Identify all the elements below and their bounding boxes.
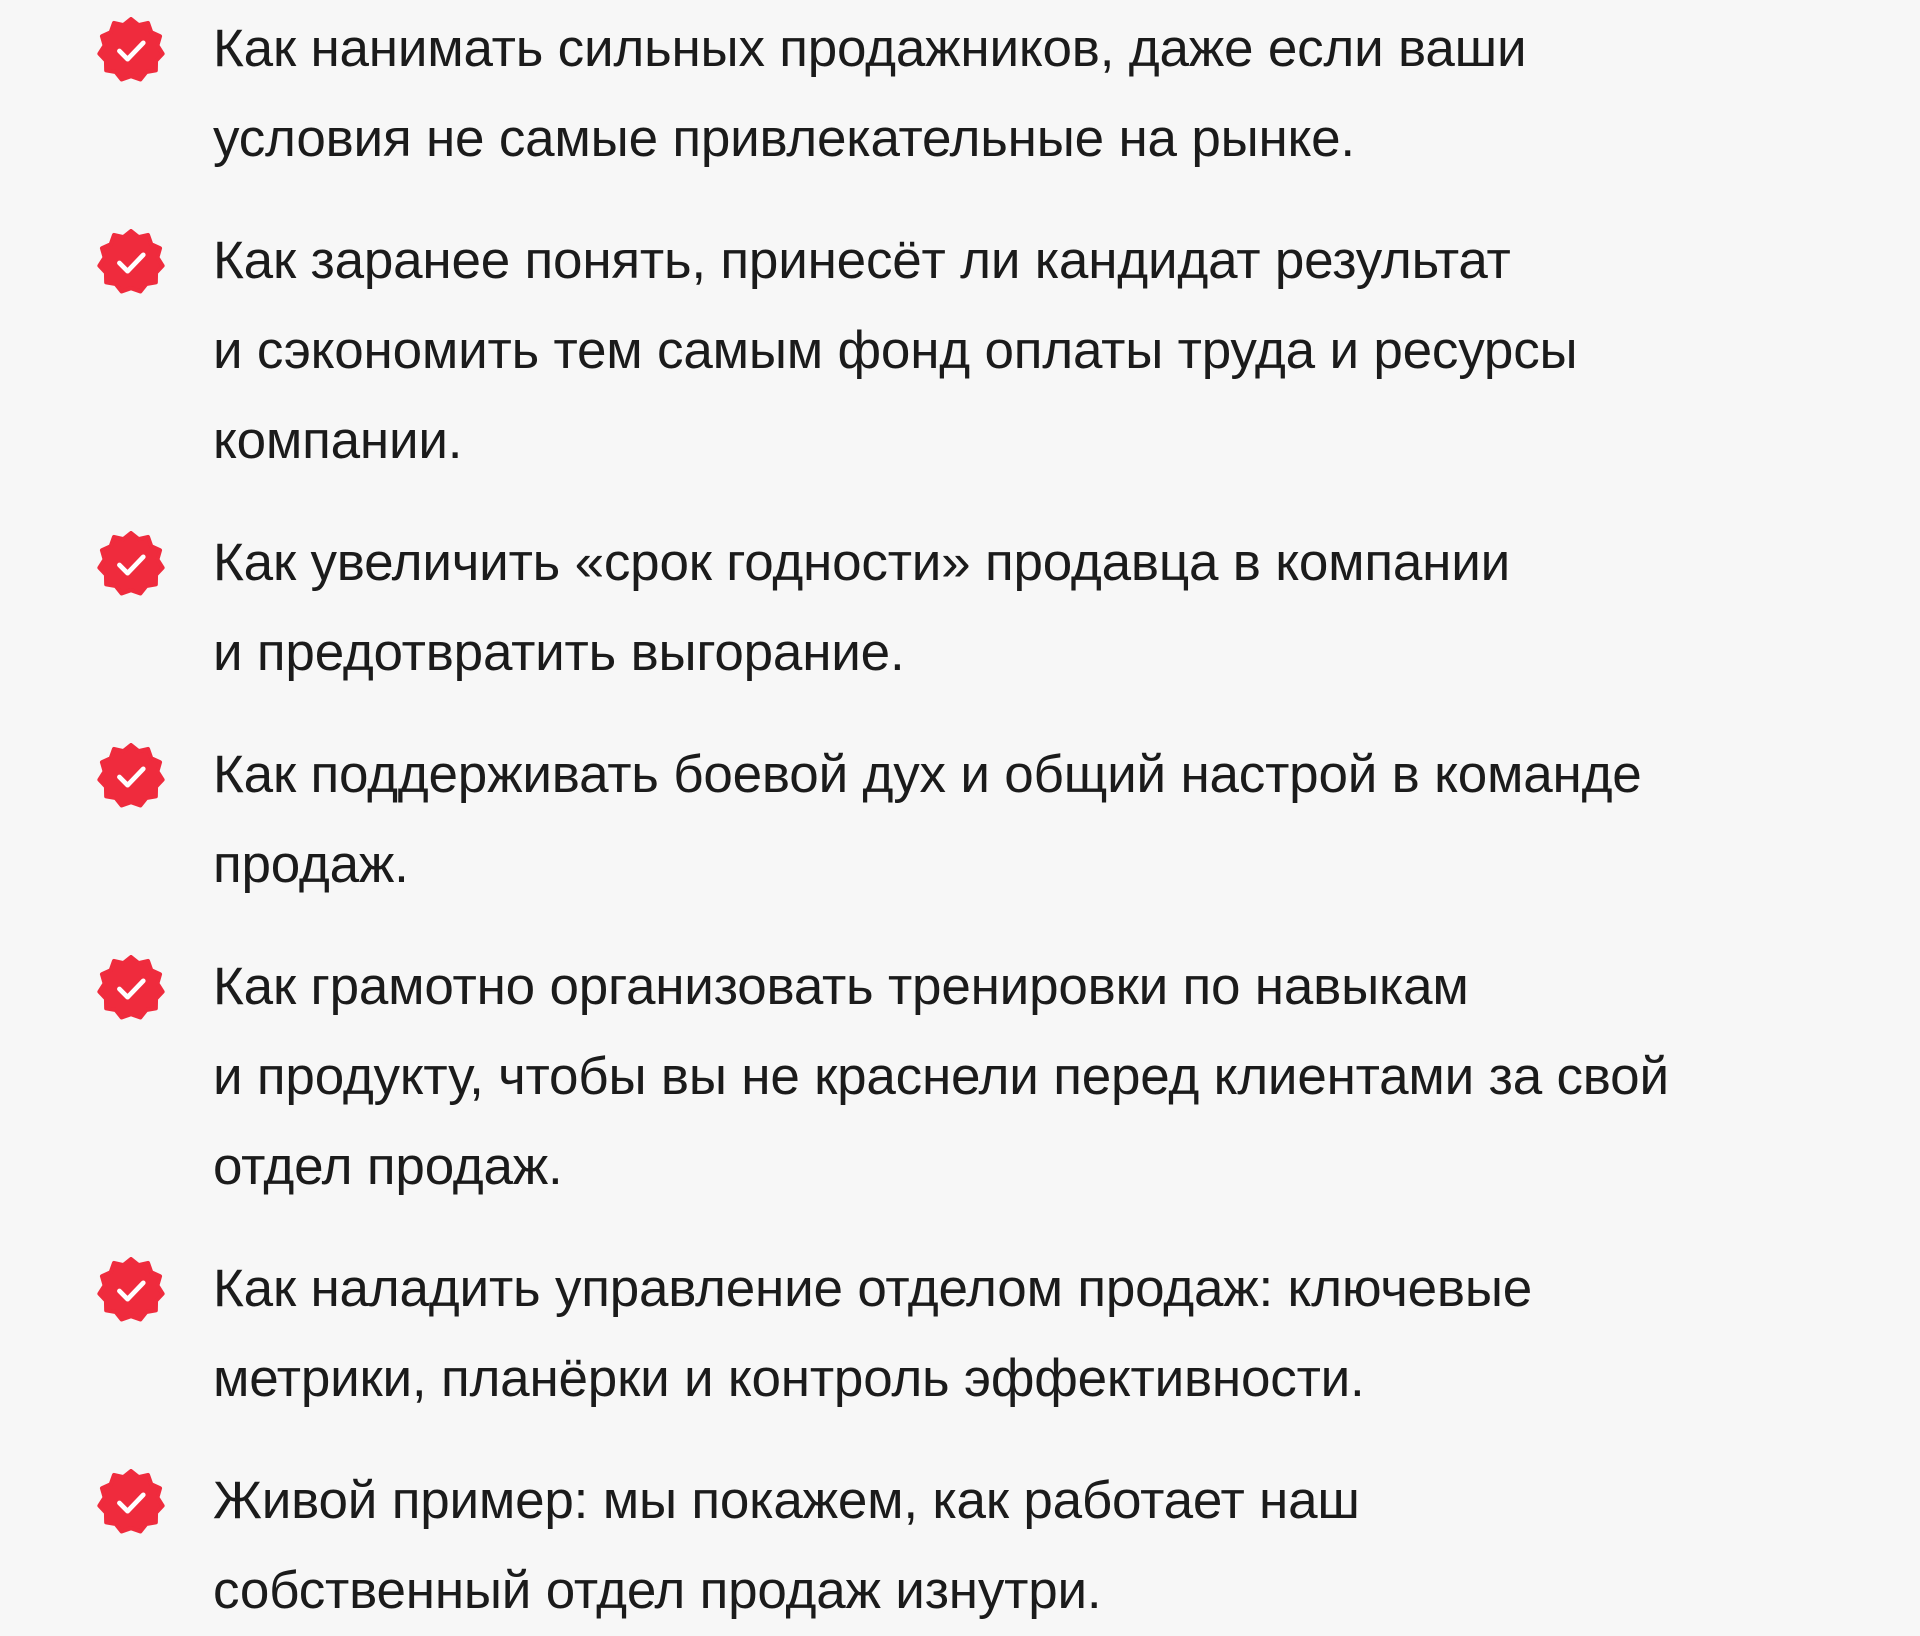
benefit-text xyxy=(213,216,1853,486)
benefit-line: и продукту, чтобы вы не краснели перед клиентами за свой xyxy=(213,1047,1669,1106)
check-badge-icon xyxy=(97,17,165,85)
benefit-line: метрики, планёрки и контроль эффективности. xyxy=(213,1349,1365,1408)
check-badge-icon xyxy=(97,531,165,599)
benefit-line: компании. xyxy=(213,411,463,470)
check-badge-icon xyxy=(97,1469,165,1537)
check-badge-icon-graphic xyxy=(97,229,165,297)
benefit-line: Живой пример: мы покажем, как работает наш xyxy=(213,1471,1360,1530)
check-badge-icon-graphic xyxy=(97,1469,165,1537)
benefit-text xyxy=(213,730,1853,910)
benefit-line: Как нанимать сильных продажников, даже если ваши xyxy=(213,19,1527,78)
benefit-text xyxy=(213,4,1853,184)
check-badge-icon xyxy=(97,229,165,297)
check-badge-icon xyxy=(97,955,165,1023)
benefit-line: продаж. xyxy=(213,835,409,894)
benefit-line: Как увеличить «срок годности» продавца в компании xyxy=(213,533,1511,592)
benefit-line: и предотвратить выгорание. xyxy=(213,623,905,682)
check-badge-icon-graphic xyxy=(97,1257,165,1325)
benefit-line: условия не самые привлекательные на рынке. xyxy=(213,109,1355,168)
check-badge-icon xyxy=(97,1257,165,1325)
benefit-line: отдел продаж. xyxy=(213,1137,563,1196)
check-badge-icon-graphic xyxy=(97,743,165,811)
benefit-text xyxy=(213,518,1853,698)
benefit-text xyxy=(213,1456,1853,1636)
benefit-text xyxy=(213,1244,1853,1424)
benefit-line: Как поддерживать боевой дух и общий настрой в команде xyxy=(213,745,1642,804)
benefit-line: Как наладить управление отделом продаж: ключевые xyxy=(213,1259,1533,1318)
check-badge-icon xyxy=(97,743,165,811)
benefit-line: собственный отдел продаж изнутри. xyxy=(213,1561,1102,1620)
benefit-text xyxy=(213,942,1853,1212)
benefit-line: Как заранее понять, принесёт ли кандидат результат xyxy=(213,231,1511,290)
benefit-line: Как грамотно организовать тренировки по навыкам xyxy=(213,957,1469,1016)
check-badge-icon-graphic xyxy=(97,955,165,1023)
check-badge-icon-graphic xyxy=(97,17,165,85)
check-badge-icon-graphic xyxy=(97,531,165,599)
benefit-line: и сэкономить тем самым фонд оплаты труда и ресурсы xyxy=(213,321,1578,380)
